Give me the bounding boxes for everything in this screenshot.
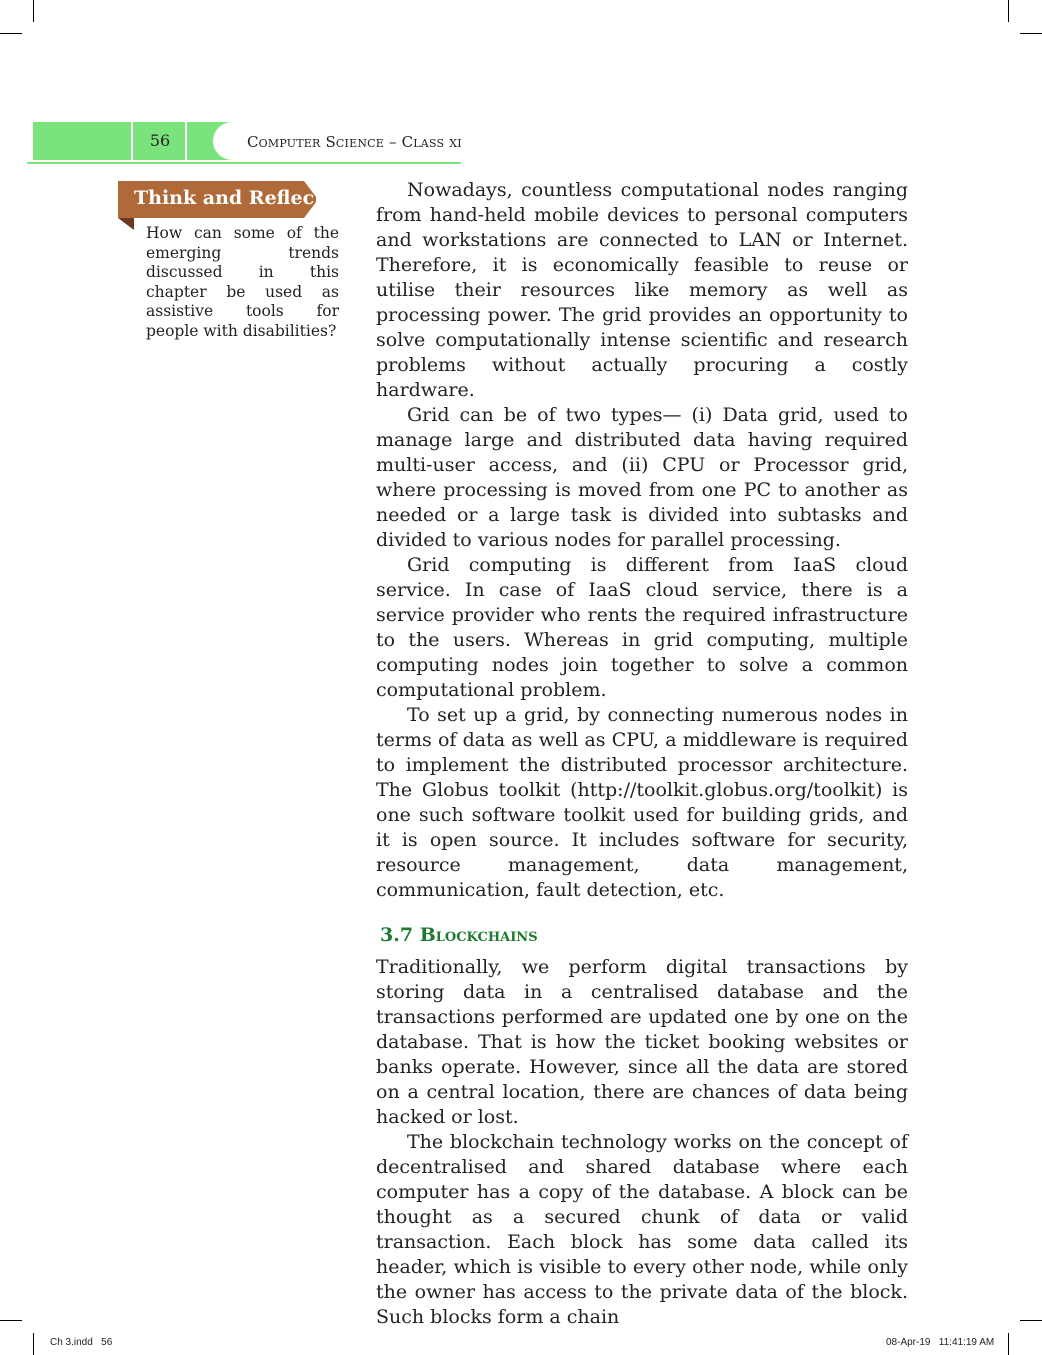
body-paragraph: Grid computing is different from IaaS cloud service. In case of IaaS cloud service, there is a service provider who rents the required infrastructure to the users. Whereas in grid computing, multiple computing nodes join together to solve a common computational problem. [376, 554, 908, 701]
header-rule [27, 162, 461, 164]
body-paragraph: Grid can be of two types— (i) Data grid, used to manage large and distributed data having required multi-user access, and (ii) CPU or Processor grid, where processing is moved from one PC to another as needed or a large task is divided into subtasks and divided to various nodes for parallel processing. [376, 404, 908, 551]
footer-file-slug: Ch 3.indd 56 [50, 1337, 113, 1348]
crop-mark [33, 1333, 34, 1355]
running-head: Computer Science – Class xi [247, 133, 462, 151]
body-paragraph: The blockchain technology works on the concept of decentralised and shared database where each computer has a copy of the database. A block can be thought as a secured chunk of data or valid transaction. Each block has some data called its header, which is visible to every other node, while only the owner has access to the private data of the block. Such blocks form a chain [376, 1131, 908, 1328]
crop-mark [1008, 1333, 1009, 1355]
think-reflect-title: Think and Reflect [134, 187, 323, 209]
think-reflect-text: How can some of the emerging trends discussed in this chapter be used as assistive tools for people with disabilities? [146, 224, 339, 340]
body-paragraph: Traditionally, we perform digital transactions by storing data in a centralised database and the transactions performed are updated one by one on the database. That is how the ticket booking websites or banks operate. However, since all the data are stored on a central location, there are chances of data being hacked or lost. [376, 956, 908, 1128]
page-number: 56 [149, 131, 171, 150]
crop-mark [0, 1320, 22, 1321]
banner-fold [118, 218, 134, 230]
footer-timestamp: 08-Apr-19 11:41:19 AM [886, 1337, 995, 1348]
crop-mark [0, 33, 22, 34]
section-title: Blockchains [419, 924, 538, 946]
body-paragraph: Nowadays, countless computational nodes ranging from hand-held mobile devices to personal computers and workstations are connected to LAN or Internet. Therefore, it is economically feasible to reuse or utilise their resources like memory as well as processing power. The grid provides an opportunity to solve computationally intense scientific and research problems without actually procuring a costly hardware. [376, 179, 908, 401]
main-column [376, 178, 908, 1330]
crop-mark [1020, 33, 1042, 34]
section-number: 3.7 [380, 924, 414, 946]
body-paragraph: To set up a grid, by connecting numerous nodes in terms of data as well as CPU, a middleware is required to implement the distributed processor architecture. The Globus toolkit (http://toolkit.globus.org/toolkit) is one such software toolkit used for building grids, and it is open source. It includes software for security, resource management, data management, communication, fault detection, etc. [376, 704, 908, 901]
crop-mark [1020, 1320, 1042, 1321]
section-heading [380, 923, 908, 947]
crop-mark [1008, 0, 1009, 22]
crop-mark [33, 0, 34, 22]
